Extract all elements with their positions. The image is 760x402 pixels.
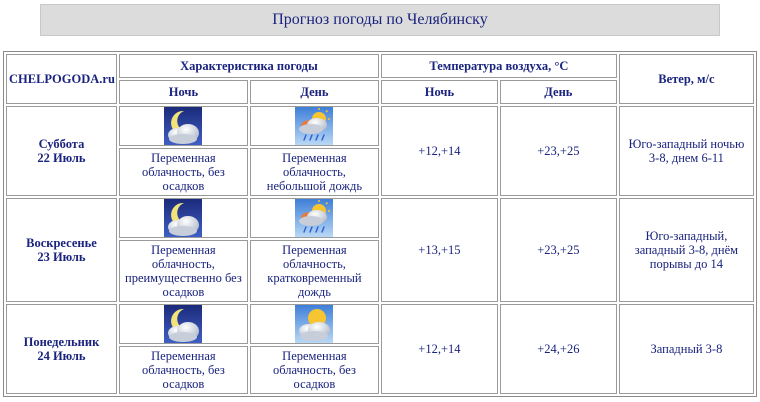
temp-day: +23,+25	[500, 198, 617, 303]
header-characteristics: Характеристика погоды	[119, 54, 379, 78]
day-description: Переменная облачность, без осадков	[250, 346, 379, 394]
day-icon-cell	[250, 198, 379, 238]
day-label	[6, 198, 117, 303]
moon-cloud-icon	[164, 305, 202, 343]
day-date: 24 Июль	[37, 349, 86, 364]
day-description: Переменная облачность, небольшой дождь	[250, 148, 379, 196]
sun-cloud-rain-icon	[295, 199, 333, 237]
wind-info: Юго-западный ночью 3-8, днем 6-11	[619, 106, 754, 196]
night-icon-cell	[119, 198, 248, 238]
moon-cloud-icon	[164, 199, 202, 237]
day-date: 23 Июль	[37, 249, 86, 264]
temp-night: +12,+14	[381, 304, 498, 394]
header-temp-night: Ночь	[381, 80, 498, 104]
temp-day: +24,+26	[500, 304, 617, 394]
forecast-table	[3, 51, 757, 397]
sun-cloud-icon	[295, 305, 333, 343]
header-temperature: Температура воздуха, °С	[381, 54, 617, 78]
day-icon-cell	[250, 106, 379, 146]
moon-cloud-icon	[164, 107, 202, 145]
temp-day: +23,+25	[500, 106, 617, 196]
day-weekday: Воскресенье	[26, 235, 97, 250]
day-description: Переменная облачность, кратковременный дождь	[250, 240, 379, 303]
night-icon-cell	[119, 106, 248, 146]
night-description: Переменная облачность, преимущественно без осадков	[119, 240, 248, 303]
day-label	[6, 106, 117, 196]
temp-night: +12,+14	[381, 106, 498, 196]
night-description: Переменная облачность, без осадков	[119, 148, 248, 196]
sun-cloud-rain-icon	[295, 107, 333, 145]
site-brand: CHELPOGODA.ru	[6, 54, 117, 104]
wind-info: Юго-западный, западный 3-8, днём порывы до 14	[619, 198, 754, 303]
day-date: 22 Июль	[37, 150, 86, 165]
wind-info: Западный 3-8	[619, 304, 754, 394]
page-title: Прогноз погоды по Челябинску	[40, 4, 720, 36]
header-char-day: День	[250, 80, 379, 104]
header-char-night: Ночь	[119, 80, 248, 104]
night-icon-cell	[119, 304, 248, 344]
day-icon-cell	[250, 304, 379, 344]
day-weekday: Понедельник	[23, 335, 100, 350]
header-temp-day: День	[500, 80, 617, 104]
night-description: Переменная облачность, без осадков	[119, 346, 248, 394]
day-weekday: Суббота	[38, 136, 85, 151]
temp-night: +13,+15	[381, 198, 498, 303]
header-wind: Ветер, м/с	[619, 54, 754, 104]
day-label	[6, 304, 117, 394]
